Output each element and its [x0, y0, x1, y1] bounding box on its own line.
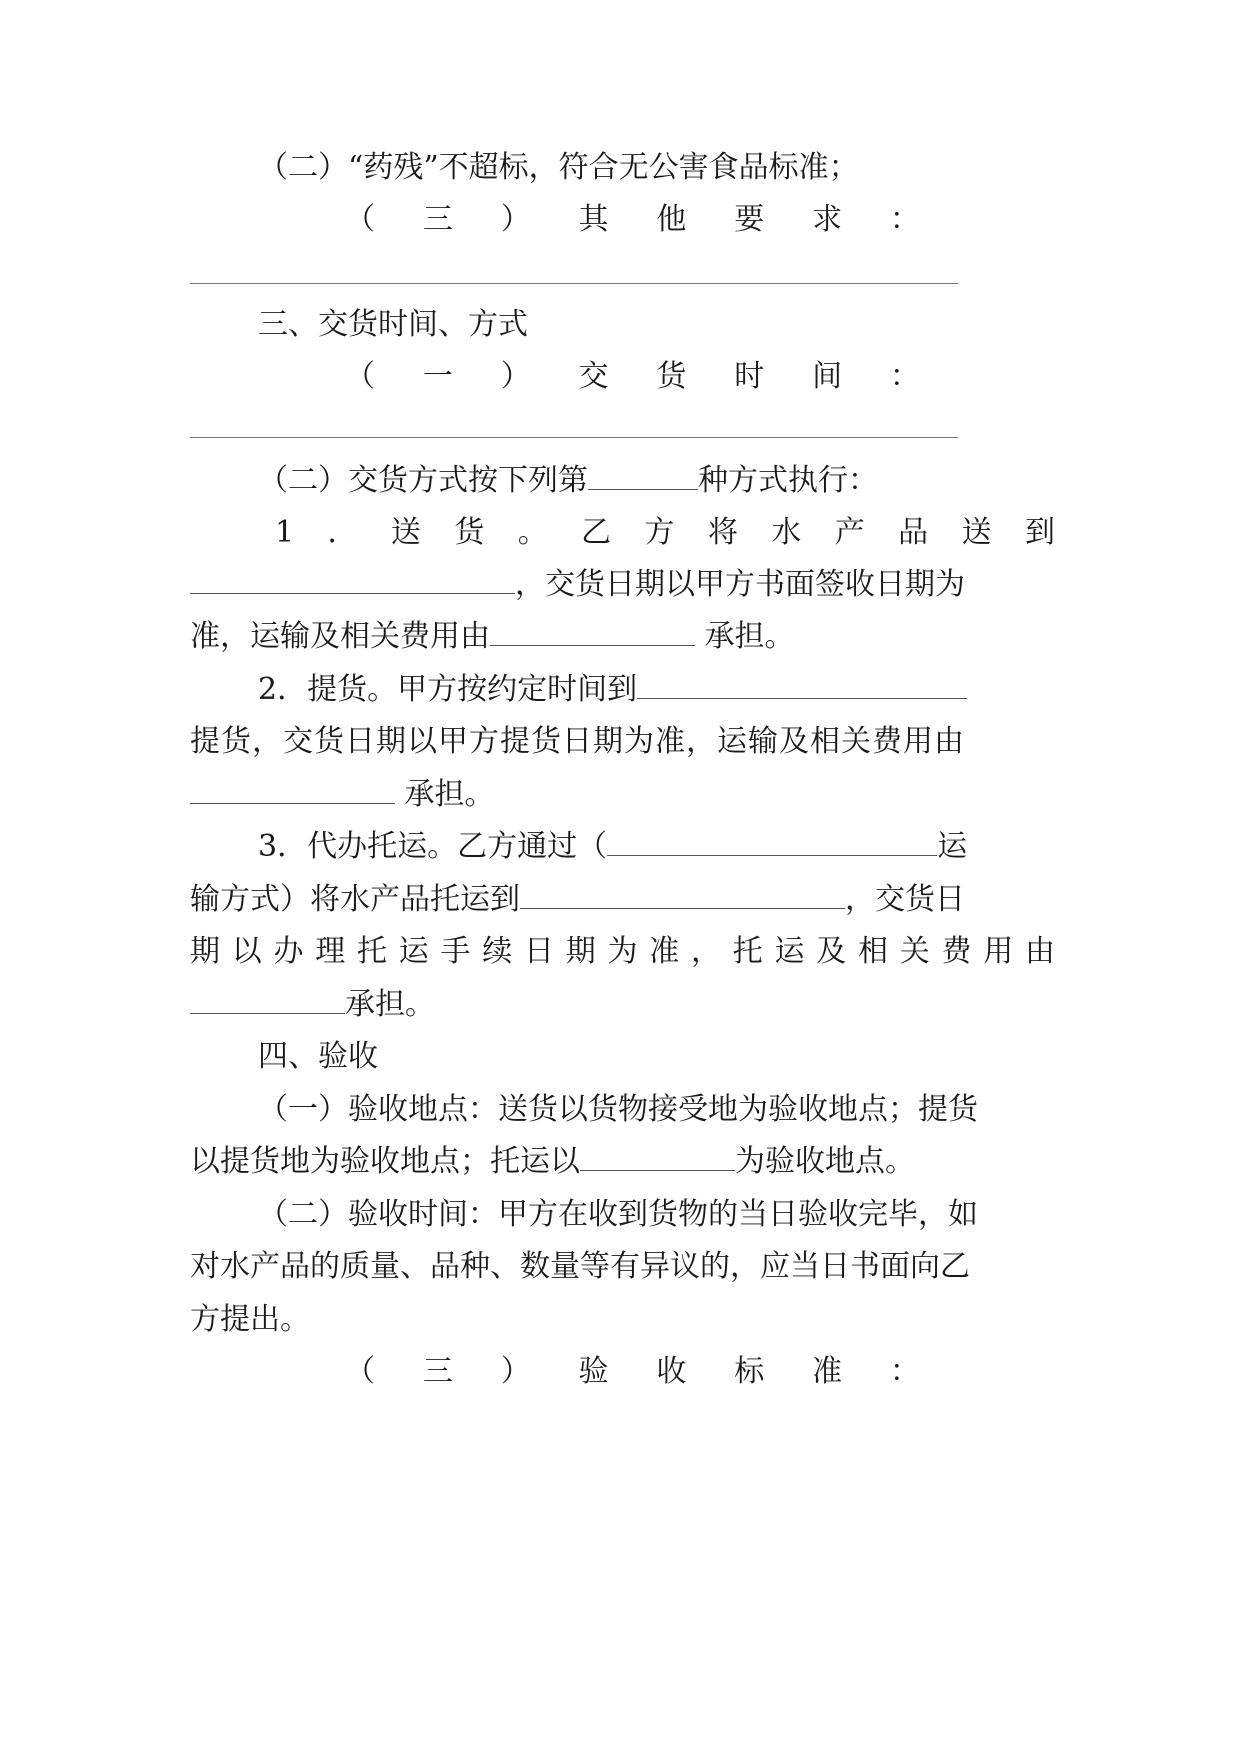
acceptance-place-end: 为验收地点。: [735, 1144, 915, 1179]
spread-char: 托: [732, 934, 763, 969]
spread-char: ：: [889, 202, 920, 237]
transport-cost-text: 准，运输及相关费用由: [190, 619, 490, 654]
spread-char: 用: [983, 934, 1014, 969]
spread-char: ：: [889, 1354, 920, 1389]
fill-blank-acceptance-place[interactable]: [580, 1142, 735, 1171]
paragraph-transport-cost: [190, 617, 1055, 657]
spread-char: （: [345, 359, 375, 394]
spread-char: 准: [812, 1354, 843, 1389]
fill-blank-delivery-time[interactable]: [190, 437, 958, 438]
fill-blank-cost-bearer[interactable]: [490, 617, 695, 646]
spread-char: 期: [190, 934, 220, 969]
spread-char: 货: [656, 359, 687, 394]
spread-char: 理: [315, 934, 346, 969]
spread-char: 办: [273, 934, 304, 969]
spread-char: 手: [440, 934, 471, 969]
pickup-text: 2．提货。甲方按约定时间到: [258, 672, 638, 707]
heading-acceptance-standard: [345, 1352, 920, 1392]
fill-blank-consignment-cost-bearer[interactable]: [190, 985, 345, 1014]
spread-char: 运: [774, 934, 805, 969]
spread-char: 期: [565, 934, 596, 969]
spread-char: ．: [327, 515, 358, 550]
spread-char: 三: [422, 202, 453, 237]
delivery-method-text-end: 种方式执行：: [698, 463, 878, 498]
paragraph-delivery-method: [258, 461, 1055, 501]
section-heading-acceptance: 四、验收: [258, 1039, 378, 1074]
paragraph-acceptance-time-cont: 对水产品的质量、品种、数量等有异议的，应当日书面向乙: [190, 1249, 970, 1284]
spread-char: ）: [500, 202, 531, 237]
spread-char: ：: [889, 359, 920, 394]
spread-char: 品: [898, 515, 929, 550]
paragraph-option-pickup: [258, 670, 1055, 710]
fill-blank-method-number[interactable]: [588, 461, 698, 490]
spread-char: 货: [454, 515, 485, 550]
acceptance-place-text: 以提货地为验收地点；托运以: [190, 1144, 580, 1179]
paragraph-consignment-cost: [190, 985, 1055, 1025]
delivery-method-text: （二）交货方式按下列第: [258, 463, 588, 498]
consignment-text-end: 运: [937, 829, 968, 864]
section-heading-delivery: 三、交货时间、方式: [258, 307, 528, 342]
spread-char: 求: [812, 202, 843, 237]
fill-blank-delivery-place[interactable]: [190, 565, 515, 594]
heading-delivery-time: [345, 357, 920, 397]
spread-char: 续: [482, 934, 513, 969]
spread-char: 关: [899, 934, 930, 969]
paragraph-pickup-date: 提货，交货日期以甲方提货日期为准，运输及相关费用由: [190, 724, 965, 759]
spread-char: 日: [524, 934, 554, 969]
fill-blank-consignment-place[interactable]: [520, 880, 845, 909]
paragraph-delivery-date: [190, 565, 1055, 605]
spread-char: 准: [649, 934, 680, 969]
consignment-text: 3．代办托运。乙方通过（: [258, 829, 608, 864]
spread-char: ，: [691, 934, 721, 969]
spread-char: 乙: [581, 515, 612, 550]
delivery-date-text: ，交货日期以甲方书面签收日期为: [515, 567, 965, 602]
spread-char: 三: [422, 1354, 453, 1389]
spread-char: 相: [858, 934, 888, 969]
spread-char: 托: [357, 934, 387, 969]
spread-char: 其: [578, 202, 609, 237]
spread-char: ）: [500, 1354, 531, 1389]
paragraph-acceptance-time: （二）验收时间：甲方在收到货物的当日验收完毕，如: [258, 1197, 978, 1232]
spread-char: 间: [812, 359, 843, 394]
spread-char: 水: [771, 515, 802, 550]
spread-char: 费: [941, 934, 972, 969]
transport-cost-end: 承担。: [695, 619, 795, 654]
spread-char: 为: [607, 934, 638, 969]
consignment-cost-end: 承担。: [345, 987, 435, 1022]
paragraph-acceptance-place-cont: [190, 1142, 1055, 1182]
fill-blank-pickup-place[interactable]: [637, 670, 967, 699]
paragraph-acceptance-time-end: 方提出。: [190, 1302, 310, 1337]
spread-char: ）: [500, 359, 531, 394]
spread-char: 送: [961, 515, 992, 550]
consignment-dest-text: 输方式）将水产品托运到: [190, 882, 520, 917]
spread-char: （: [345, 1354, 375, 1389]
spread-char: 要: [734, 202, 765, 237]
fill-blank-pickup-cost-bearer[interactable]: [190, 775, 395, 804]
spread-char: 产: [834, 515, 865, 550]
heading-other-requirements: [345, 200, 920, 240]
spread-char: 一: [422, 359, 453, 394]
spread-char: 。: [517, 515, 548, 550]
spread-char: 他: [656, 202, 687, 237]
spread-char: 由: [1025, 934, 1055, 969]
paragraph-pickup-cost: [190, 775, 1055, 815]
consignment-dest-end: ，交货日: [845, 882, 965, 917]
spread-char: （: [345, 202, 375, 237]
spread-char: 方: [644, 515, 675, 550]
spread-char: 1: [275, 515, 295, 550]
fill-blank-transport-mode[interactable]: [607, 827, 937, 856]
fill-blank-other-requirements[interactable]: [190, 283, 958, 284]
spread-char: 验: [578, 1354, 609, 1389]
spread-char: 时: [734, 359, 765, 394]
spread-char: 标: [734, 1354, 765, 1389]
spread-char: 运: [398, 934, 429, 969]
paragraph-consignment-destination: [190, 880, 1055, 920]
spread-char: 送: [390, 515, 421, 550]
paragraph-drug-residue: （二）“药残”不超标，符合无公害食品标准；: [258, 150, 859, 185]
paragraph-option-consignment: [258, 827, 1055, 867]
pickup-cost-end: 承担。: [395, 777, 495, 812]
spread-char: 及: [816, 934, 847, 969]
spread-char: 收: [656, 1354, 687, 1389]
paragraph-consignment-date: [190, 932, 1055, 972]
spread-char: 以: [231, 934, 262, 969]
paragraph-acceptance-place: （一）验收地点：送货以货物接受地为验收地点；提货: [258, 1092, 978, 1127]
paragraph-option-delivery: [275, 513, 1055, 553]
spread-char: 交: [578, 359, 609, 394]
spread-char: 将: [707, 515, 738, 550]
spread-char: 到: [1024, 515, 1055, 550]
